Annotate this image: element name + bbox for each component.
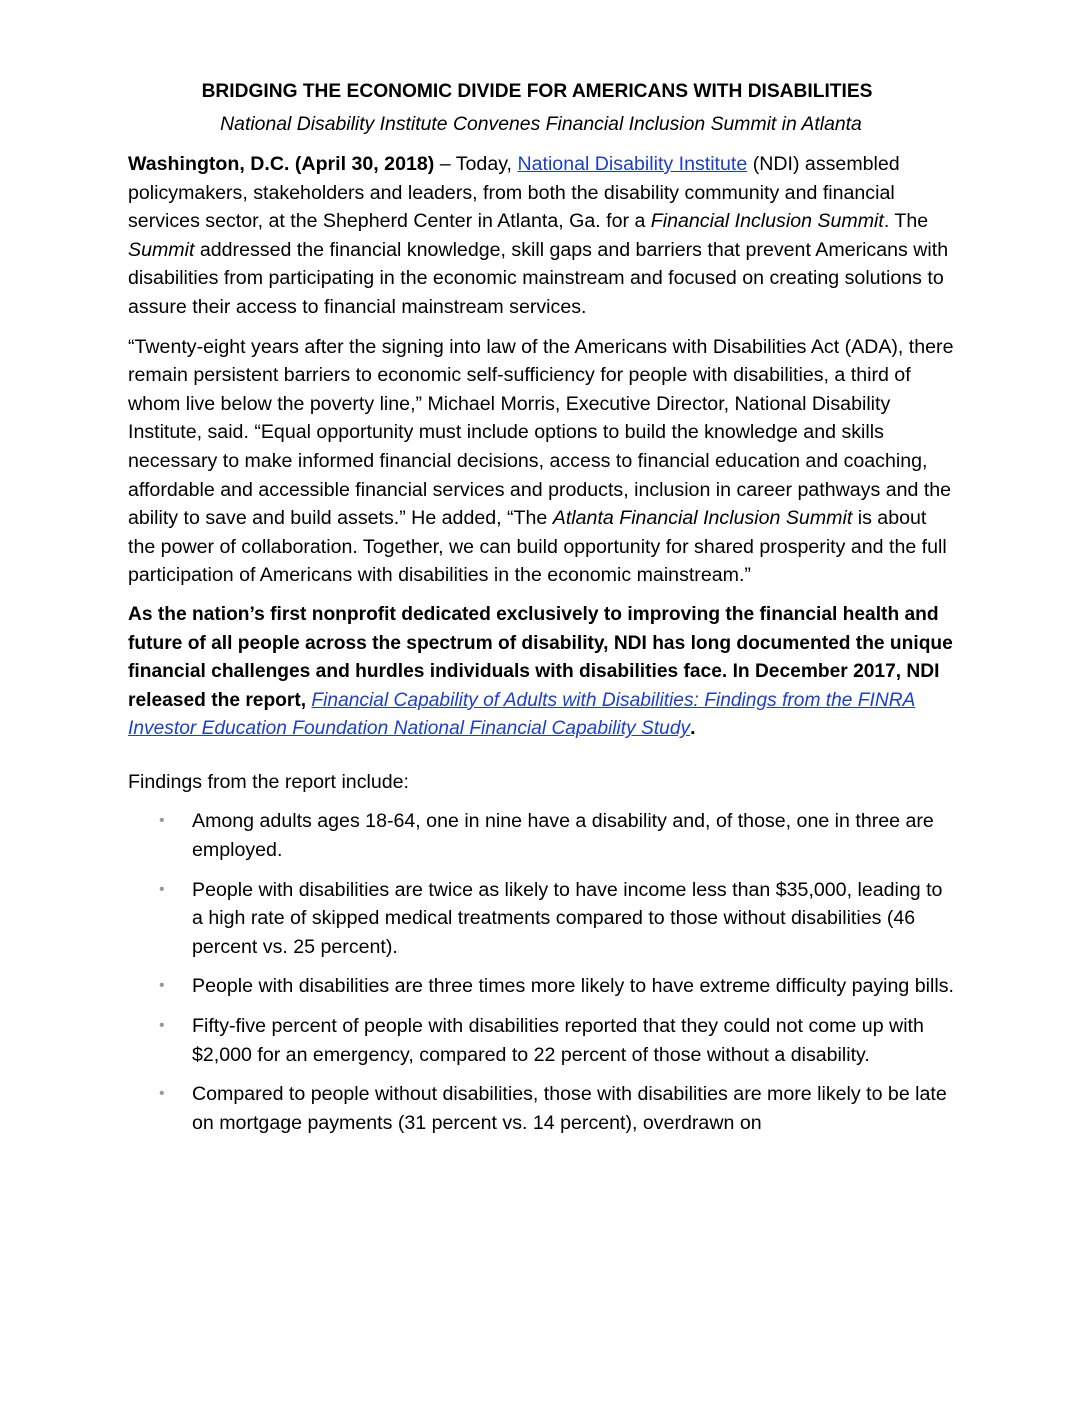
report-text-1: As the nation’s first nonprofit dedicated exclusively to improving the financial health and future of all people across the spectrum of disability, NDI has long documented the unique financial challenges and hurdles individuals with disabilities face. In December 2017, NDI released the report, xyxy=(128,603,953,711)
finding-text: People with disabilities are twice as likely to have income less than $35,000, leading to a high rate of skipped medical treatments compared to those without disabilities (46 percent vs. 25 percent). xyxy=(192,878,943,958)
bullet-icon: • xyxy=(159,880,165,898)
intro-text-4: addressed the financial knowledge, skill gaps and barriers that prevent Americans with disabilities from participating in the economic mainstream and focused on creating solutions to assure their access to financial mainstream services. xyxy=(128,238,949,318)
findings-intro: Findings from the report include: xyxy=(128,770,409,793)
document-page xyxy=(128,78,958,1148)
summit-word: Summit xyxy=(128,238,195,261)
findings-list-item xyxy=(128,876,958,962)
intro-text-2: (NDI) assembled policymakers, stakeholders and leaders, from both the disability community and financial services sector, at the Shepherd Center in Atlanta, Ga. for a xyxy=(128,153,900,233)
ndi-link[interactable]: National Disability Institute xyxy=(517,153,748,175)
intro-paragraph xyxy=(128,150,958,322)
document-subtitle: National Disability Institute Convenes Financial Inclusion Summit in Atlanta xyxy=(220,113,862,135)
quote-text-1: “Twenty-eight years after the signing into law of the Americans with Disabilities Act (ADA), there remain persistent barriers to economic self-sufficiency for people with disabilities, a third of whom live below the poverty line,” Michael Morris, Executive Director, National Disability Institute, said. “Equal opportunity must include options to build the knowledge and skills necessary to make informed financial decisions, access to financial education and coaching, affordable and accessible financial services and products, inclusion in career pathways and the ability to save and build assets.” He added, “The xyxy=(128,335,954,530)
intro-text-1: – Today, xyxy=(434,153,518,175)
finding-text: Compared to people without disabilities, those with disabilities are more likely to be late on mortgage payments (31 percent vs. 14 percent), overdrawn on xyxy=(192,1083,947,1134)
quote-text-2: is about the power of collaboration. Together, we can build opportunity for shared prosperity and the full participation of Americans with disabilities in the economic mainstream.” xyxy=(128,507,947,587)
atlanta-summit-name: Atlanta Financial Inclusion Summit xyxy=(552,507,853,530)
dateline: Washington, D.C. (April 30, 2018) xyxy=(128,153,435,175)
bullet-icon: • xyxy=(159,812,165,830)
finding-text: Among adults ages 18-64, one in nine have a disability and, of those, one in three are employed. xyxy=(192,810,934,862)
quote-paragraph xyxy=(128,333,958,590)
intro-text-3: . The xyxy=(883,210,929,233)
report-link[interactable]: Financial Capability of Adults with Disabilities: Findings from the FINRA Investor Education Foundation National Financial Capability Study xyxy=(128,689,916,740)
findings-list xyxy=(128,807,958,1137)
findings-list-item xyxy=(128,807,958,864)
findings-list-item xyxy=(128,1012,958,1069)
report-paragraph xyxy=(128,601,958,744)
document-title: BRIDGING THE ECONOMIC DIVIDE FOR AMERICANS WITH DISABILITIES xyxy=(201,81,873,102)
finding-text: People with disabilities are three times more likely to have extreme difficulty paying bills. xyxy=(192,975,954,998)
finding-text: Fifty-five percent of people with disabilities reported that they could not come up with $2,000 for an emergency, compared to 22 percent of those without a disability. xyxy=(192,1015,924,1066)
findings-list-item xyxy=(128,972,958,1001)
report-text-2: . xyxy=(690,718,696,740)
bullet-icon: • xyxy=(159,977,165,995)
findings-list-item xyxy=(128,1080,958,1137)
summit-name: Financial Inclusion Summit xyxy=(650,210,884,233)
bullet-icon: • xyxy=(159,1017,165,1035)
bullet-icon: • xyxy=(159,1085,165,1103)
